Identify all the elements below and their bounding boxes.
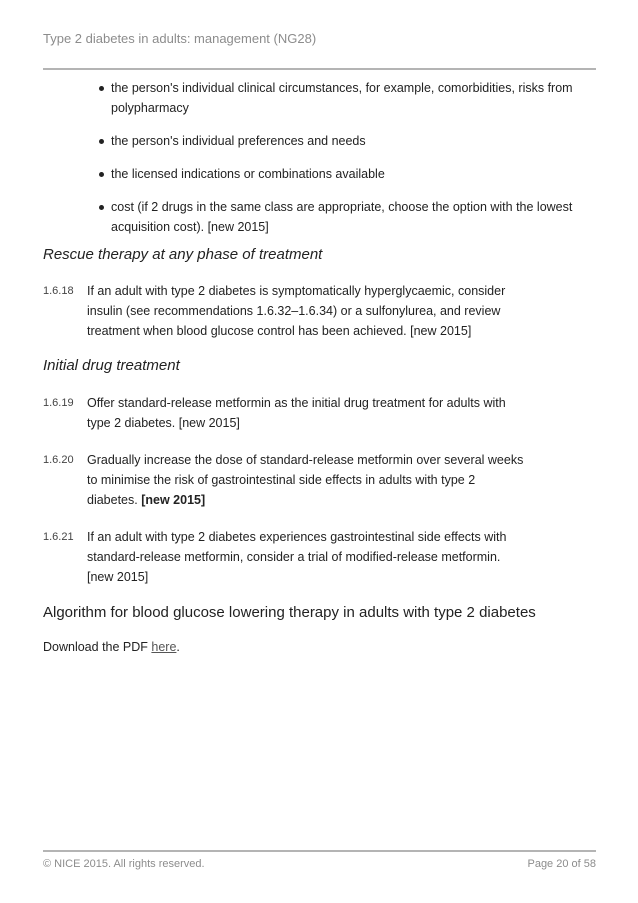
recommendation-1-6-19 [43, 393, 543, 433]
recommendation-text [87, 450, 543, 510]
new-2015-tag: [new 2015] [141, 493, 206, 507]
bullet-dot-icon [99, 86, 104, 91]
bullet-item [99, 164, 589, 184]
header-divider [43, 68, 596, 70]
recommendation-number: 1.6.20 [43, 454, 74, 466]
bracket-close: ] [467, 324, 472, 338]
text-line: If an adult with type 2 diabetes experiences gastrointestinal side effects with [87, 530, 507, 544]
recommendation-number: 1.6.19 [43, 397, 74, 409]
bullet-text: the person's individual preferences and needs [111, 134, 366, 148]
text-line: standard-release metformin, consider a trial of modified-release metformin. [87, 550, 501, 564]
initial-drug-treatment-heading: Initial drug treatment [43, 357, 180, 374]
recommendation-1-6-18 [43, 281, 543, 341]
recommendation-number: 1.6.21 [43, 531, 74, 543]
new-2015-tag: new 2015 [182, 416, 237, 430]
text-line: to minimise the risk of gastrointestinal side effects in adults with type 2 [87, 473, 476, 487]
bullet-dot-icon [99, 205, 104, 210]
text-line: Gradually increase the dose of standard-release metformin over several weeks [87, 453, 524, 467]
bullet-item [99, 197, 589, 237]
download-prefix: Download the PDF [43, 640, 152, 654]
criteria-bullet-list [99, 78, 589, 250]
bullet-item [99, 131, 589, 151]
recommendation-text [87, 281, 543, 341]
recommendation-1-6-21 [43, 527, 543, 587]
recommendation-text [87, 527, 543, 587]
page-header-title: Type 2 diabetes in adults: management (NG28) [43, 31, 317, 46]
new-2015-tag: new 2015 [413, 324, 468, 338]
text-line: If an adult with type 2 diabetes is symptomatically hyperglycaemic, consider [87, 284, 506, 298]
new-2015-tag: new 2015 [90, 570, 145, 584]
recommendation-text [87, 393, 543, 433]
rescue-therapy-heading: Rescue therapy at any phase of treatment [43, 246, 323, 263]
bullet-dot-icon [99, 139, 104, 144]
bullet-text: the licensed indications or combinations available [111, 167, 385, 181]
bracket-close: ] [144, 570, 149, 584]
algorithm-heading: Algorithm for blood glucose lowering therapy in adults with type 2 diabetes [43, 604, 536, 621]
text-line: diabetes. [87, 493, 142, 507]
recommendation-number: 1.6.18 [43, 285, 74, 297]
bracket-close: ] [265, 220, 269, 234]
bracket-close: ] [236, 416, 240, 430]
footer-page-number: Page 20 of 58 [527, 858, 596, 870]
download-pdf-line [43, 637, 180, 657]
text-line: [ [87, 570, 91, 584]
download-here-link[interactable]: here [151, 640, 177, 654]
download-suffix: . [176, 640, 180, 654]
text-line: type 2 diabetes. [ [87, 416, 183, 430]
text-line: Offer standard-release metformin as the initial drug treatment for adults with [87, 396, 506, 410]
recommendation-1-6-20 [43, 450, 543, 510]
text-line: treatment when blood glucose control has been achieved. [ [87, 324, 414, 338]
new-2015-tag: new 2015 [211, 220, 266, 234]
bullet-dot-icon [99, 172, 104, 177]
footer-copyright: © NICE 2015. All rights reserved. [43, 858, 205, 870]
bullet-text: cost (if 2 drugs in the same class are appropriate, choose the option with the lowest acquisition cost). [ [111, 200, 573, 234]
footer-divider [43, 850, 596, 852]
bullet-item [99, 78, 589, 118]
text-line: insulin (see recommendations 1.6.32–1.6.34) or a sulfonylurea, and review [87, 304, 501, 318]
bullet-text: the person's individual clinical circumstances, for example, comorbidities, risks from polypharmacy [111, 81, 573, 115]
